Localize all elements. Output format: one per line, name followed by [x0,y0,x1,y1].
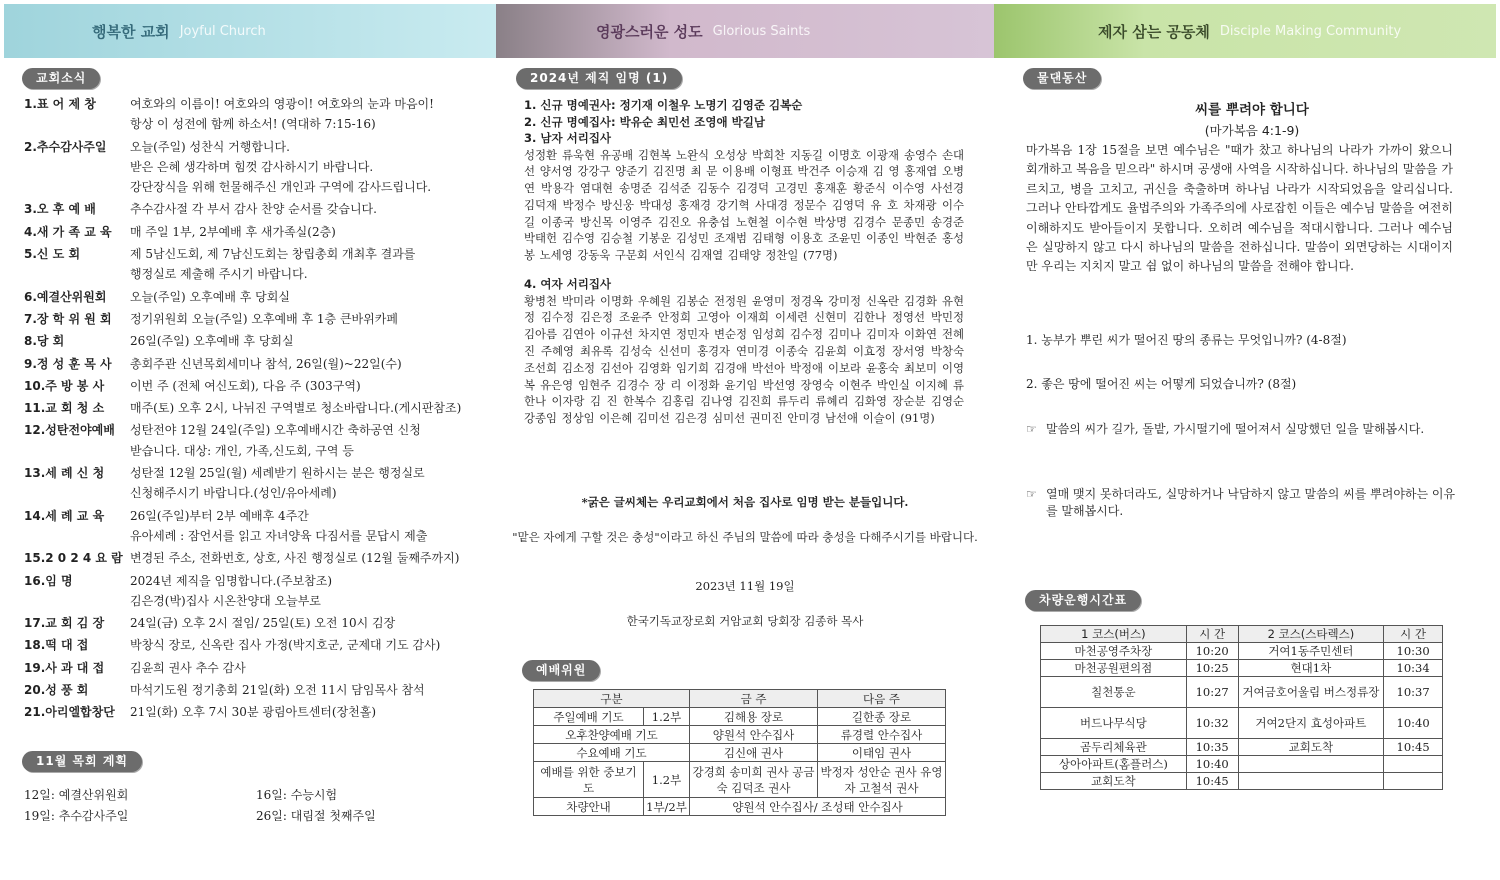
section-label-bus: 차량운행시간표 [1025,590,1141,611]
news-text: 총회주관 신년목회세미나 참석, 26일(월)~22일(수) [130,356,402,371]
sermon-title: 씨를 뿌려야 합니다 [1195,102,1309,118]
pointing-hand-icon: ☞ [1026,487,1037,501]
news-label: 20.성 풍 회 [24,683,89,698]
section-label-appoint: 2024년 제직 임명 (1) [516,68,682,89]
news-text: 강단장식을 위해 헌물해주신 개인과 구역에 감사드립니다. [130,180,432,195]
appoint-heading: 3. 남자 서리집사 [524,131,612,145]
news-text: 받은 은혜 생각하며 힘껏 감사하시기 바랍니다. [130,159,374,174]
discussion-2: ☞ 열매 맺지 못하더라도, 실망하거나 낙담하지 않고 말씀의 씨를 뿌려야하는 이유를 말해봅시다. [1026,487,1456,518]
table-header: 금 주 [690,690,818,708]
news-label [24,264,130,284]
question-1: 1. 농부가 뿌린 씨가 떨어진 땅의 종류는 무엇입니까? (4-8절) [1026,333,1347,347]
news-text: 26일(주일)부터 2부 예배후 4주간 [130,508,309,523]
appoint-names: 황병천 박미라 이명화 우혜원 김봉순 전정원 윤영미 정경옥 강미정 신옥란 김경화 유현정 김수정 김은정 조윤주 안정희 고영아 이재희 이세련 신현미 김한나 정영선 박민정 김아름 김연아 이규선 차지연 정민자 변순정 임성희 김수정 김미나 김미자 이화연 전혜진 주혜영 최유록 김성숙 신선미 홍경자 연미경 이종숙 김윤희 이효정 장서영 박창숙 조선희 김소정 김선아 김영화 임기희 김경애 박선아 박정애 이보라 윤홍숙 최보미 이영복 유은영 임현주 김경수 장 리 이정화 윤기임 박선영 장영숙 이현주 박인실 이지혜 류한나 이자랑 김 진 한복수 김홍림 김나영 김진희 류두리 류혜리 김화영 장순분 김영순 강종임 정상임 이은혜 김미선 김은경 심미선 권미진 안미경 남선애 이슬이 (91명) [524,293,964,426]
appoint-heading: 2. 신규 명예집사: 박유순 최민선 조영애 박길남 [524,114,765,129]
news-label: 15.2 0 2 4 요 람 [24,551,123,566]
discussion-1: ☞ 말씀의 씨가 길가, 돌밭, 가시떨기에 떨어져서 실망했던 일을 말해봅시다. [1026,422,1425,436]
news-label [24,591,130,611]
news-text: 김은경(박)집사 시온찬양대 오늘부로 [130,593,321,608]
news-label: 17.교 회 김 장 [24,616,105,631]
news-label: 13.세 례 신 청 [24,466,105,481]
header-glorious-saints [496,4,994,58]
verse-note: "맡은 자에게 구할 것은 충성"이라고 하신 주님의 말씀에 따라 충성을 다해주시기를 바랍니다. [512,530,978,544]
news-item [24,398,472,418]
table-row: 오후찬양예배 기도 양원석 안수집사 류경렬 안수집사 [534,726,946,744]
news-label: 8.당 회 [24,334,65,349]
plan-item: 16일: 수능시험 [256,788,338,802]
news-item [24,613,472,633]
news-item [24,177,472,197]
header-disciple-community [994,4,1496,58]
news-text: 추수감사절 각 부서 감사 찬양 순서를 갖습니다. [130,202,377,217]
news-text: 매주(토) 오후 2시, 나뉘진 구역별로 청소바랍니다.(게시판참조) [130,401,462,416]
table-row: 상아아파트(홈플러스) 10:40 [1041,756,1443,773]
table-row: 마천공원편의점 10:25 현대1차 10:34 [1041,660,1443,677]
news-text: 마석기도원 정기총회 21일(화) 오전 11시 담임목사 참석 [130,683,425,698]
table-row: 마천공영주차장 10:20 거여1동주민센터 10:30 [1041,643,1443,660]
news-item [24,506,472,526]
table-row: 예배를 위한 중보기도 1.2부 강경희 송미희 권사 공금숙 김덕조 권사 박정자 성안순 권사 유영자 고철석 권사 [534,762,946,798]
news-item [24,526,472,546]
news-item [24,244,472,264]
worship-committee-table [533,689,946,816]
news-text: 오늘(주일) 성찬식 거행합니다. [130,139,290,154]
news-text: 24일(금) 오후 2시 절임/ 25일(토) 오전 10시 김장 [130,616,396,631]
appoint-heading: 4. 여자 서리집사 [524,277,612,292]
bold-note: *굵은 글씨체는 우리교회에서 처음 집사로 임명 받는 분들입니다. [581,495,909,509]
section-label-sermon: 물댄동산 [1023,68,1101,89]
plan-item: 12일: 예결산위원회 [24,788,129,802]
signature: 한국기독교장로회 거암교회 당회장 김종하 목사 [626,614,864,628]
news-item [24,94,472,114]
news-text: 받습니다. 대상: 개인, 가족,신도회, 구역 등 [130,443,354,458]
header-title-en: Joyful Church [179,23,266,39]
news-text: 26일(주일) 오후예배 후 당회실 [130,334,294,349]
news-item [24,702,472,722]
table-row: 곰두리체육관 10:35 교회도착 10:45 [1041,739,1443,756]
news-text: 여호와의 이름이! 여호와의 영광이! 여호와의 눈과 마음이! [130,97,434,111]
news-label [24,526,130,546]
pointing-hand-icon: ☞ [1026,422,1037,436]
news-item [24,114,472,134]
news-text: 박창식 장로, 신옥란 집사 가정(박지호군, 군제대 기도 감사) [130,638,441,653]
news-label: 14.세 례 교 육 [24,508,105,523]
news-item [24,331,472,351]
table-header: 구분 [534,690,690,708]
news-text: 이번 주 (전체 여신도회), 다음 주 (303구역) [130,378,361,393]
news-item [24,376,472,396]
news-text: 유아세례 : 잠언서를 읽고 자녀양육 다짐서를 문답시 제출 [130,528,428,543]
news-item [24,287,472,307]
header-title-ko: 행복한 교회 [92,22,170,41]
news-item [24,420,472,440]
news-text: 오늘(주일) 오후예배 후 당회실 [130,289,290,304]
news-label: 19.사 과 대 접 [24,660,105,675]
table-row: 수요예배 기도 김신애 권사 이태임 권사 [534,744,946,762]
news-text: 정기위원회 오늘(주일) 오후예배 후 1층 큰바위카페 [130,311,398,326]
news-text: 행정실로 제출해 주시기 바랍니다. [130,267,308,282]
plan-item: 26일: 대림절 첫째주일 [256,809,376,823]
news-text: 김윤희 권사 추수 감사 [130,660,246,675]
table-row: 버드나무식당 10:32 거여2단지 효성아파트 10:40 [1041,708,1443,739]
table-row: 주일예배 기도 1.2부 김해용 장로 길한종 장로 [534,708,946,726]
news-item [24,199,472,219]
news-item [24,309,472,329]
news-text: 21일(화) 오후 7시 30분 광림아트센터(장천홀) [130,705,377,720]
news-item [24,658,472,678]
appoint-names: 성정환 류욱현 유공배 김현복 노완식 오성상 박희찬 지동길 이명호 이광재 송영수 손대선 양서영 강강구 양준기 김진명 최 문 이용배 이형표 박건주 이승재 김 영 홍재엽 오병연 박용각 염대현 송명준 김석준 김동수 김경덕 고경민 홍재훈 황준식 이수영 사선경 김덕재 박정수 방신웅 박대성 홍재경 강기혁 사대경 정문수 김영덕 유 호 차재광 이수길 이종국 방신목 이영주 김진오 유충섭 노현철 이수현 박상명 김경수 문종민 송경준 박태헌 김수영 김승철 기봉운 김성민 조재범 김태형 이용호 조윤민 이종인 박현준 홍성봉 노세영 강동욱 구문회 서인식 김재열 김태양 정찬일 (77명) [524,147,964,263]
appoint-heading: 1. 신규 명예권사: 정기재 이철우 노명기 김영준 김복순 [524,98,803,112]
table-row: 칠천통운 10:27 거여금호어울림 버스정류장 10:37 [1041,677,1443,708]
news-label [24,441,130,461]
news-item [24,157,472,177]
table-row: 차량안내 1부/2부 양원석 안수집사/ 조성태 안수집사 [534,798,946,816]
news-item [24,591,472,611]
news-label: 10.주 방 봉 사 [24,378,105,393]
news-label: 4.새 가 족 교 육 [24,224,112,239]
table-header: 다음 주 [818,690,946,708]
news-label [24,483,130,503]
news-label [24,114,130,134]
news-item [24,635,472,655]
section-label-news: 교회소식 [22,68,100,89]
news-text: 2024년 제직을 임명합니다.(주보참조) [130,573,333,588]
table-header-row: 1 코스(버스) 시 간 2 코스(스타렉스) 시 간 [1041,626,1443,643]
news-label: 16.임 명 [24,573,73,588]
news-text: 변경된 주소, 전화번호, 상호, 사진 행정실로 (12월 둘째주까지) [130,551,460,566]
news-item [24,441,472,461]
news-label: 6.예결산위원회 [24,289,107,304]
church-news-list [24,94,472,723]
news-text: 성탄절 12월 25일(월) 세례받기 원하시는 분은 행정실로 [130,466,425,481]
section-label-worship: 예배위원 [522,660,600,681]
news-item [24,222,472,242]
news-label: 11.교 회 청 소 [24,401,105,416]
news-label [24,177,130,197]
news-label: 18.떡 대 접 [24,638,89,653]
news-item [24,548,472,568]
news-text: 제 5남신도회, 제 7남신도회는 창립총회 개최후 결과를 [130,247,416,262]
news-label: 12.성탄전야예배 [24,423,115,438]
news-item [24,463,472,483]
issue-date: 2023년 11월 19일 [695,579,795,593]
section-label-plan: 11월 목회 계획 [22,751,142,772]
news-item [24,264,472,284]
news-item [24,680,472,700]
news-item [24,483,472,503]
news-text: 성탄전야 12월 24일(주일) 오후예배시간 축하공연 신청 [130,423,421,438]
news-label: 9.정 성 훈 목 사 [24,356,112,371]
news-item [24,571,472,591]
header-joyful-church [4,4,496,58]
plan-item: 19일: 추수감사주일 [24,809,129,823]
news-item [24,354,472,374]
news-text: 신청해주시기 바랍니다.(성인/유아세례) [130,486,337,501]
table-row: 교회도착 10:45 [1041,773,1443,790]
question-2: 2. 좋은 땅에 떨어진 씨는 어떻게 되었습니까? (8절) [1026,377,1297,391]
sermon-reference: (마가복음 4:1-9) [1204,123,1300,138]
news-label: 3.오 후 예 배 [24,202,96,217]
news-label: 5.신 도 회 [24,247,81,262]
news-label: 2.추수감사주일 [24,139,107,154]
header-title-en: Glorious Saints [712,23,811,39]
sermon-body: 마가복음 1장 15절을 보면 예수님은 "때가 찼고 하나님의 나라가 가까이 왔으니 회개하고 복음을 믿으라" 하시며 공생애 사역을 시작하십니다. 하나님의 말씀을 가르치고, 병을 고치고, 귀신을 축출하며 하나님 나라가 시작되었음을 알리십니다. 그러나 안타깝게도 율법주의와 가족주의에 사로잡힌 이들은 예수님 말씀을 여전히 이해하지도 받아들이지 못합니다. 오히려 예수님을 적대시합니다. 그러나 예수님은 실망하지 않고 다시 하나님의 말씀을 전하십니다. 말씀이 외면당하는 시대이지만 우리는 지치지 말고 쉼 없이 하나님의 말씀을 전해야 합니다. [1026,143,1453,274]
appointment-list [524,97,964,427]
header-title-ko: 영광스러운 성도 [596,22,703,41]
news-text: 매 주일 1부, 2부예배 후 새가족실(2층) [130,224,336,239]
table-header-row [534,690,946,708]
news-label: 1.표 어 제 창 [24,97,96,111]
news-label [24,157,130,177]
bus-schedule-table [1040,625,1443,790]
header-title-ko: 제자 삼는 공동체 [1098,22,1210,41]
news-item [24,137,472,157]
news-label: 21.아리엘합창단 [24,705,115,720]
news-label: 7.장 학 위 원 회 [24,311,112,326]
header-title-en: Disciple Making Community [1219,23,1402,39]
news-text: 항상 이 성전에 함께 하소서! (역대하 7:15-16) [130,117,376,132]
